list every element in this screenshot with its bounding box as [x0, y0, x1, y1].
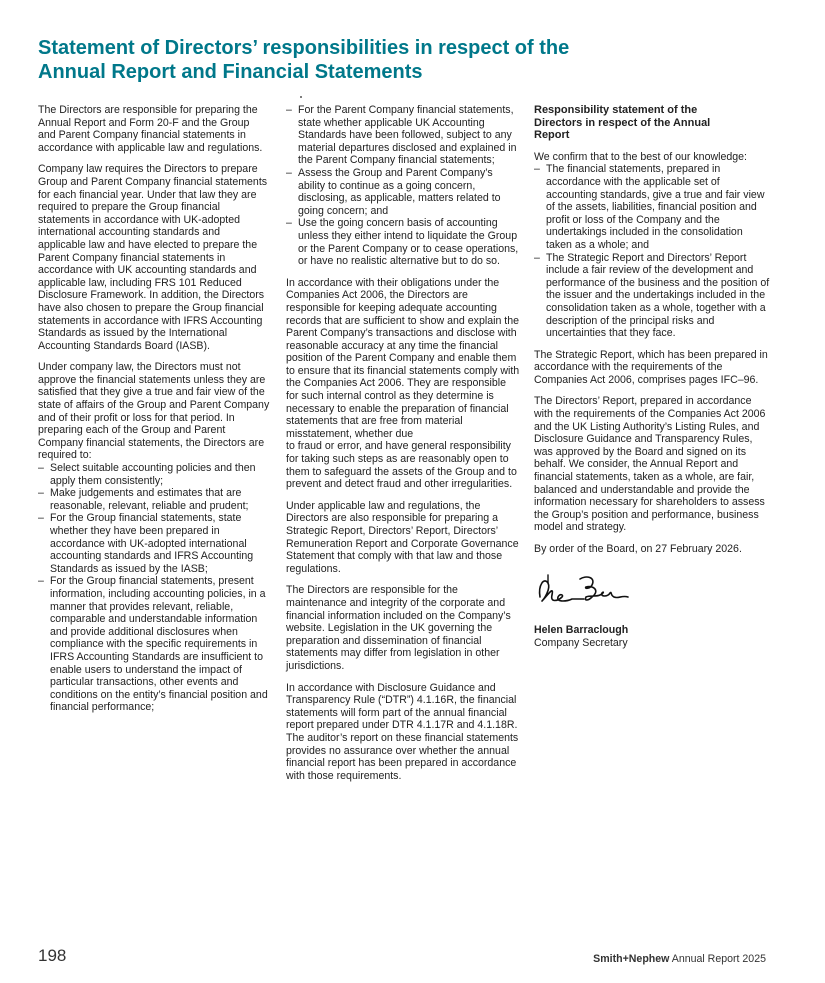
column-3: [534, 104, 770, 649]
company-law-paragraph: Company law requires the Directors to prepare Group and Parent Company financial statements for each financial year. Under that law they are required to prepare the Group financial statements in accordance with UK-adopted international accounting standards and applicable law and have elected to prepare the Parent Company financial statements in accordance with UK accounting standards and applicable law, including FRS 101 Reduced Disclosure Framework. In addition, the Directors have also chosen to prepare the Group financial statements in accordance with IFRS Accounting Standards as issued by the International Accounting Standards Board (IASB).: [38, 163, 268, 352]
strategic-report-paragraph: Under applicable law and regulations, the Directors are also responsible for preparing a Strategic Report, Directors’ Report, Directors’ Remuneration Report and Corporate Governance Statement that comply with that law and those regulations.: [286, 499, 519, 575]
accounting-records-paragraph: In accordance with their obligations under the Companies Act 2006, the Directors are responsible for keeping adequate accounting records that are sufficient to show and explain the Parent Company’s transactions and disclose with reasonable accuracy at any time the financial position of the Parent Company and enable them to ensure that its financial statements comply with the Companies Act 2006. They are responsible for such internal control as they determine is necessary to enable the preparation of financial statements that are free from material misstatement, whether due: [286, 276, 520, 440]
list-item: – Use the going concern basis of accounting unless they either intend to liquidate the Group or the Parent Company or to cease operations, or have no realistic alternative but to do so.: [286, 217, 520, 267]
list-item: – For the Parent Company financial statements, state whether applicable UK Accounting Standards have been followed, subject to any material departures disclosed and explained in the Parent Company financial statements;: [286, 104, 520, 167]
confirmation-list: [534, 163, 770, 339]
knowledge-intro: We confirm that to the best of our knowledge:: [534, 150, 747, 163]
list-item: – For the Group financial statements, state whether they have been prepared in accordance with UK-adopted international accounting standards and IFRS Accounting Standards as issued by the IASB;: [38, 512, 270, 575]
brand-name: Smith+Nephew: [593, 953, 670, 965]
footer-brand: [593, 952, 766, 966]
accounting-records-paragraph-continued: to fraud or error, and have general responsibility for taking such steps as are reasonably open to them to safeguard the assets of the Group and to prevent and detect fraud and other irregularities.: [286, 440, 517, 491]
list-item: – Assess the Group and Parent Company’s ability to continue as a going concern, disclosing, as applicable, matters related to going concern; and: [286, 167, 520, 217]
signatory-name: Helen Barraclough: [534, 624, 629, 637]
report-name: Annual Report 2025: [669, 953, 766, 965]
signature-image: [534, 571, 634, 611]
stray-mark: [300, 96, 302, 98]
true-fair-view-paragraph: Under company law, the Directors must not approve the financial statements unless they are satisfied that they give a true and fair view of the state of affairs of the Group and Parent Company and of their profit or loss for that period. In preparing each of the Group and Parent Company financial statements, the Directors are required to:: [38, 361, 270, 462]
list-item: – The Strategic Report and Directors’ Report include a fair review of the development and performance of the business and the position of the issuer and the undertakings included in the consolidation taken as a whole, together with a description of the principal risks and uncertainties that they face.: [534, 252, 770, 340]
list-item: – The financial statements, prepared in accordance with the applicable set of accounting standards, give a true and fair view of the assets, liabilities, financial position and profit or loss of the Company and the undertakings included in the consolidation taken as a whole; and: [534, 163, 770, 251]
strategic-report-pages-paragraph: The Strategic Report, which has been prepared in accordance with the requirements of the Companies Act 2006, comprises pages IFC–96.: [534, 348, 768, 386]
list-item: – Select suitable accounting policies and then apply them consistently;: [38, 462, 270, 487]
list-item: – For the Group financial statements, present information, including accounting policies, in a manner that provides relevant, reliable, comparable and understandable information and provide additional disclosures when compliance with the specific requirements in IFRS Accounting Standards are insufficient to enable users to understand the impact of particular transactions, other events and conditions on the entity’s financial position and financial performance;: [38, 575, 270, 714]
list-item: – Make judgements and estimates that are reasonable, relevant, reliable and prudent;: [38, 487, 270, 512]
responsibility-statement-heading: Responsibility statement of the Directors in respect of the Annual Report: [534, 104, 711, 142]
signatory-role: Company Secretary: [534, 636, 628, 649]
page-number: 198: [38, 946, 67, 965]
page-title: Statement of Directors’ responsibilities in respect of the Annual Report and Financial Statements: [38, 37, 570, 83]
dtr-paragraph: In accordance with Disclosure Guidance and Transparency Rule (“DTR”) 4.1.16R, the financial statements will form part of the annual financial report prepared under DTR 4.1.17R and 4.1.18R. The auditor’s report on these financial statements provides no assurance over whether the annual financial report has been prepared in accordance with those requirements.: [286, 681, 519, 782]
column-1: [38, 104, 270, 723]
directors-requirements-list: [38, 462, 270, 714]
directors-requirements-list-continued: [286, 104, 520, 268]
column-2: [286, 104, 520, 791]
intro-paragraph: The Directors are responsible for preparing the Annual Report and Form 20-F and the Group and Parent Company financial statements in accordance with applicable law and regulations.: [38, 104, 263, 154]
website-paragraph: The Directors are responsible for the maintenance and integrity of the corporate and financial information included on the Company’s website. Legislation in the UK governing the preparation and dissemination of financial statements may differ from legislation in other jurisdictions.: [286, 584, 511, 672]
board-order-paragraph: By order of the Board, on 27 February 2026.: [534, 543, 742, 555]
directors-report-paragraph: The Directors’ Report, prepared in accordance with the requirements of the Companies Act 2006 and the UK Listing Authority’s Listing Rules, and Disclosure Guidance and Transparency Rules, was approved by the Board and signed on its behalf. We consider, the Annual Report and financial statements, taken as a whole, are fair, balanced and understandable and provide the information necessary for shareholders to assess the Group’s position and performance, business model and strategy.: [534, 395, 766, 534]
